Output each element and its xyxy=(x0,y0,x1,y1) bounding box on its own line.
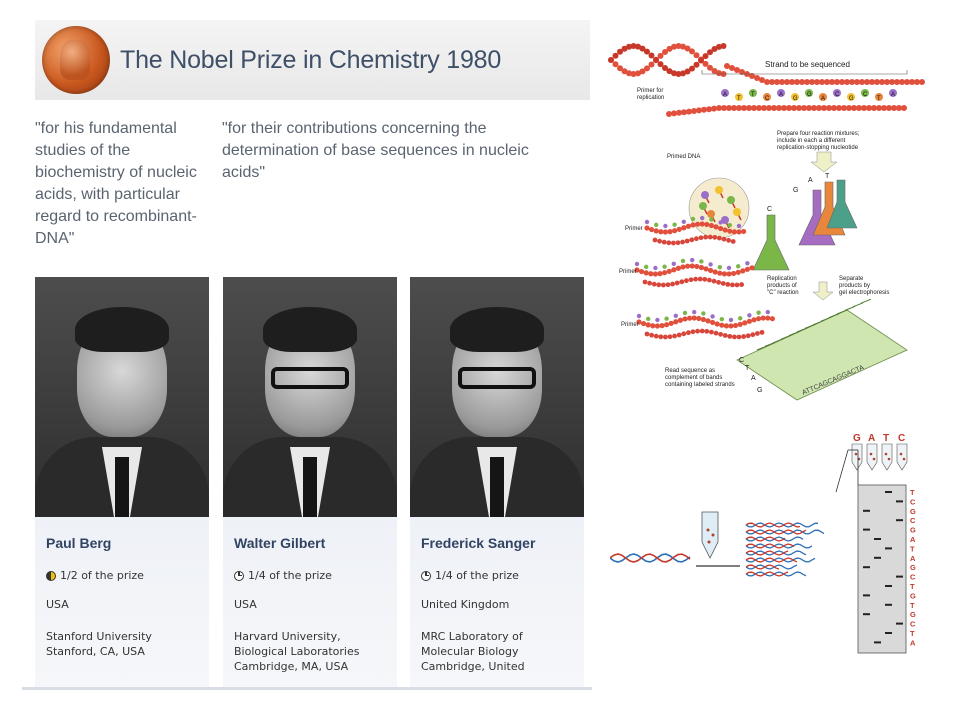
sequence-letter: G xyxy=(910,610,916,620)
strand-label: Strand to be sequenced xyxy=(765,60,850,69)
quarter-circle-icon xyxy=(234,571,244,581)
separate-label-2: products by xyxy=(839,283,871,289)
arrow-down-icon xyxy=(813,282,833,300)
reaction-flasks xyxy=(753,180,857,270)
laureate-affiliation: Harvard University, Biological Laboratories Cambridge, MA, USA xyxy=(234,630,360,673)
sequence-letter: G xyxy=(910,506,916,516)
gel-band xyxy=(896,576,903,578)
gel-band xyxy=(885,585,892,587)
template-base: T xyxy=(751,92,755,98)
read-label-3: containing labeled strands xyxy=(665,382,735,388)
template-base: C xyxy=(835,92,840,98)
laureate-photo xyxy=(410,277,584,517)
primer-label: Primer xyxy=(625,226,643,232)
laureate-photo xyxy=(223,277,397,517)
prepare-label-3: replication-stopping nucleotide xyxy=(777,145,859,151)
gel-band xyxy=(896,500,903,502)
template-base: C xyxy=(863,92,868,98)
gel-band xyxy=(885,547,892,549)
sequence-letter: A xyxy=(910,553,916,563)
sanger-sequencing-diagram xyxy=(607,30,927,430)
dna-fragments xyxy=(746,523,824,576)
gel-band xyxy=(874,557,881,559)
gel-band xyxy=(896,519,903,521)
gel-lane-a: A xyxy=(751,375,756,382)
laureate-card-berg xyxy=(35,277,209,687)
read-label-2: complement of bands xyxy=(665,375,723,381)
sequence-letter: C xyxy=(910,497,916,507)
laureate-name[interactable]: Walter Gilbert xyxy=(234,535,326,551)
sequence-letter: T xyxy=(910,488,915,497)
gel-band xyxy=(863,613,870,615)
laureate-info xyxy=(410,517,584,687)
gel-band xyxy=(896,623,903,625)
sequence-letter: T xyxy=(910,629,915,638)
nobel-medal-icon xyxy=(42,26,110,94)
template-base: G xyxy=(807,92,812,98)
sequence-letter: T xyxy=(910,582,915,591)
read-label-1: Read sequence as xyxy=(665,368,716,374)
laureate-card-sanger xyxy=(410,277,584,687)
sequence-letter: G xyxy=(910,591,916,601)
prize-share-label: 1/4 of the prize xyxy=(435,569,519,582)
laureate-affiliation: MRC Laboratory of Molecular Biology Cambridge, United xyxy=(421,630,525,673)
half-circle-icon xyxy=(46,571,56,581)
gel-band xyxy=(863,566,870,568)
gel-sequence: ATTCAGCAGGACTA xyxy=(801,364,866,397)
laureate-affiliation: Stanford University Stanford, CA, USA xyxy=(46,630,152,658)
flask-label-t: T xyxy=(825,173,830,180)
gel-band xyxy=(863,594,870,596)
flask-label-a: A xyxy=(808,177,813,184)
read-sequence xyxy=(910,488,916,647)
sequence-letter: C xyxy=(910,516,916,526)
gel-band xyxy=(885,604,892,606)
prize-share xyxy=(46,569,199,582)
replication-products-1: Replication xyxy=(767,276,797,282)
sequence-letter: T xyxy=(910,544,915,554)
page-title: The Nobel Prize in Chemistry 1980 xyxy=(120,45,502,74)
gel-lane-c: C xyxy=(739,357,745,364)
separate-label-3: gel electrophoresis xyxy=(839,290,890,296)
laureate-name[interactable]: Frederick Sanger xyxy=(421,535,536,551)
laureate-country: USA xyxy=(46,598,69,611)
laureate-info xyxy=(223,517,397,687)
sequence-letter: G xyxy=(910,525,916,535)
laureate-country: United Kingdom xyxy=(421,598,510,611)
replication-products-3: "C" reaction xyxy=(767,290,799,296)
gel-band xyxy=(874,538,881,540)
laureate-card-gilbert xyxy=(223,277,397,687)
page-divider xyxy=(22,687,592,690)
lane-tubes xyxy=(852,444,907,470)
replication-products-2: products of xyxy=(767,283,797,289)
laureate-photo xyxy=(35,277,209,517)
prepare-label-2: include in each a different xyxy=(777,138,846,144)
prize-share xyxy=(234,569,387,582)
laureate-name[interactable]: Paul Berg xyxy=(46,535,112,551)
template-base: T xyxy=(877,96,881,102)
lane-header: G xyxy=(853,433,861,444)
primer-replication-label-2: replication xyxy=(637,95,665,101)
lane-header: C xyxy=(898,433,906,444)
template-base: A xyxy=(821,96,826,102)
gel-band xyxy=(885,632,892,634)
lane-headers xyxy=(853,433,905,444)
gel-band xyxy=(863,510,870,512)
berg-citation: "for his fundamental studies of the biochemistry of nucleic acids, with particular regard to recombinant-DNA" xyxy=(35,120,197,247)
gel-band xyxy=(885,491,892,493)
sequence-letter: C xyxy=(910,619,916,629)
gel-lane-g: G xyxy=(757,387,763,394)
sequence-letter: G xyxy=(910,563,916,573)
lane-header: T xyxy=(883,433,890,444)
template-base: A xyxy=(723,92,728,98)
gilbert-sanger-citation: "for their contributions concerning the determination of base sequences in nucleic acids" xyxy=(222,120,529,181)
quarter-circle-icon xyxy=(421,571,431,581)
primed-dna-label: Primed DNA xyxy=(667,154,701,160)
sequence-letter: A xyxy=(910,535,916,544)
prize-share-label: 1/4 of the prize xyxy=(248,569,332,582)
gel-lane-t: T xyxy=(745,365,750,372)
prize-share-label: 1/2 of the prize xyxy=(60,569,144,582)
dna-helix xyxy=(608,43,925,117)
primer-label: Primer xyxy=(621,322,639,328)
template-base: A xyxy=(891,92,896,98)
gel-band xyxy=(863,529,870,531)
separate-label-1: Separate xyxy=(839,276,864,282)
prize-share xyxy=(421,569,574,582)
arrow-down-icon xyxy=(811,152,837,172)
sequence-letter: A xyxy=(910,638,916,648)
gel-readout-diagram xyxy=(610,430,940,655)
lane-header: A xyxy=(868,433,876,444)
template-base: T xyxy=(737,96,741,102)
primer-replication-label-1: Primer for xyxy=(637,88,664,94)
flask-label-c: C xyxy=(767,206,773,213)
primer-label: Primer xyxy=(619,269,637,275)
template-base: A xyxy=(779,92,784,98)
gel-band xyxy=(874,641,881,643)
sequence-letter: C xyxy=(910,572,916,582)
dna-strand-icon xyxy=(610,554,690,562)
laureate-country: USA xyxy=(234,598,257,611)
template-base: G xyxy=(793,96,798,102)
laureate-info xyxy=(35,517,209,687)
template-base: C xyxy=(765,96,770,102)
prize-header xyxy=(35,20,590,100)
sequence-letter: T xyxy=(910,600,915,610)
prepare-label-1: Prepare four reaction mixtures; xyxy=(777,131,860,137)
flask-label-g: G xyxy=(793,187,799,194)
template-base: G xyxy=(849,96,854,102)
test-tube-icon xyxy=(702,512,718,558)
